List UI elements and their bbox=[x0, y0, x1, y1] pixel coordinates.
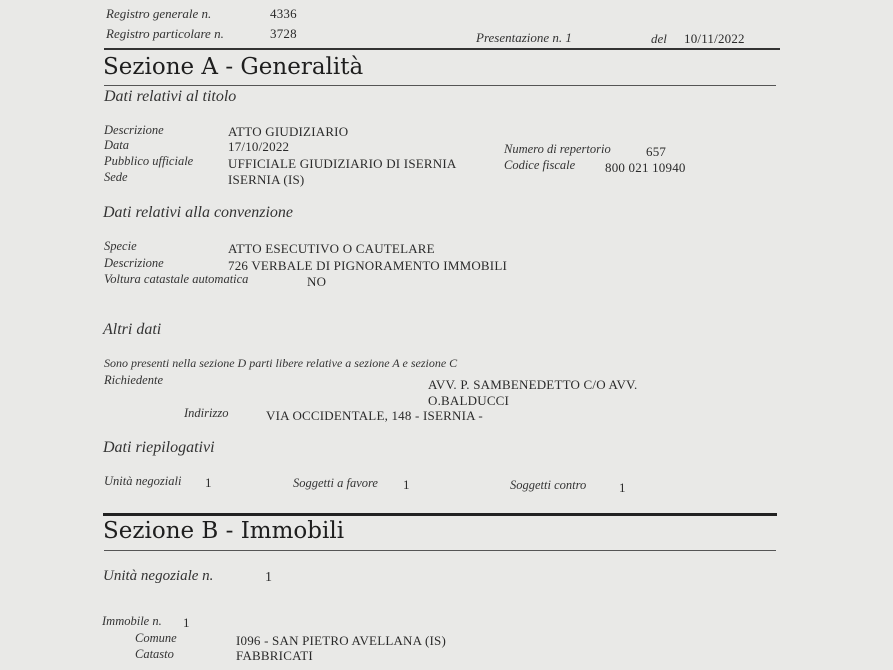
conv-descrizione-value: 726 VERBALE DI PIGNORAMENTO IMMOBILI bbox=[228, 258, 507, 273]
header-rule bbox=[104, 48, 780, 50]
registro-particolare-value: 3728 bbox=[270, 26, 297, 41]
titolo-heading: Dati relativi al titolo bbox=[104, 88, 237, 105]
altri-dati-note: Sono presenti nella sezione D parti libere relative a sezione A e sezione C bbox=[104, 356, 458, 370]
sezione-a-rule bbox=[104, 85, 776, 86]
unita-negoziale-value: 1 bbox=[265, 570, 273, 585]
pubblico-ufficiale-label: Pubblico ufficiale bbox=[104, 154, 194, 168]
richiedente-line1: AVV. P. SAMBENEDETTO C/O AVV. bbox=[428, 377, 638, 392]
catasto-label: Catasto bbox=[135, 647, 174, 661]
soggetti-contro-label: Soggetti contro bbox=[510, 478, 587, 492]
riepilogo-heading: Dati riepilogativi bbox=[103, 439, 215, 456]
data-value: 17/10/2022 bbox=[228, 139, 290, 154]
registro-generale-label: Registro generale n. bbox=[106, 6, 212, 21]
altri-dati-heading: Altri dati bbox=[103, 321, 162, 338]
pubblico-ufficiale-value: UFFICIALE GIUDIZIARIO DI ISERNIA bbox=[228, 156, 457, 171]
comune-label: Comune bbox=[135, 631, 177, 645]
sezione-b-rule bbox=[104, 550, 776, 551]
codice-fiscale-value: 800 021 10940 bbox=[605, 160, 686, 175]
convenzione-heading: Dati relativi alla convenzione bbox=[103, 204, 294, 221]
comune-value: I096 - SAN PIETRO AVELLANA (IS) bbox=[236, 633, 446, 648]
immobile-value: 1 bbox=[183, 615, 190, 630]
specie-label: Specie bbox=[104, 239, 137, 253]
unita-negoziali-value: 1 bbox=[205, 475, 212, 490]
sezione-a-title: Sezione A - Generalità bbox=[103, 54, 364, 80]
unita-negoziali-label: Unità negoziali bbox=[104, 474, 182, 488]
indirizzo-label: Indirizzo bbox=[184, 406, 229, 420]
soggetti-favore-value: 1 bbox=[403, 477, 410, 492]
soggetti-favore-label: Soggetti a favore bbox=[293, 476, 378, 490]
repertorio-value: 657 bbox=[646, 144, 667, 159]
voltura-label: Voltura catastale automatica bbox=[104, 272, 249, 286]
voltura-value: NO bbox=[307, 274, 327, 289]
registro-particolare-label: Registro particolare n. bbox=[106, 26, 224, 41]
registro-generale-value: 4336 bbox=[270, 6, 297, 21]
soggetti-contro-value: 1 bbox=[619, 480, 626, 495]
richiedente-line2: O.BALDUCCI bbox=[428, 393, 510, 408]
sezione-b-top-rule bbox=[103, 513, 777, 516]
richiedente-label: Richiedente bbox=[104, 373, 163, 387]
del-label: del bbox=[651, 31, 667, 46]
specie-value: ATTO ESECUTIVO O CAUTELARE bbox=[228, 241, 435, 256]
sezione-b-title: Sezione B - Immobili bbox=[103, 518, 345, 544]
del-value: 10/11/2022 bbox=[684, 31, 745, 46]
repertorio-label: Numero di repertorio bbox=[504, 142, 611, 156]
presentazione-label: Presentazione n. 1 bbox=[476, 30, 572, 45]
descrizione-label: Descrizione bbox=[104, 123, 164, 137]
unita-negoziale-label: Unità negoziale n. bbox=[103, 568, 214, 584]
conv-descrizione-label: Descrizione bbox=[104, 256, 164, 270]
catasto-value: FABBRICATI bbox=[236, 648, 313, 663]
codice-fiscale-label: Codice fiscale bbox=[504, 158, 576, 172]
sede-value: ISERNIA (IS) bbox=[228, 172, 305, 187]
sede-label: Sede bbox=[104, 170, 128, 184]
immobile-label: Immobile n. bbox=[102, 614, 162, 628]
data-label: Data bbox=[104, 138, 129, 152]
indirizzo-value: VIA OCCIDENTALE, 148 - ISERNIA - bbox=[266, 408, 483, 423]
descrizione-value: ATTO GIUDIZIARIO bbox=[228, 124, 349, 139]
